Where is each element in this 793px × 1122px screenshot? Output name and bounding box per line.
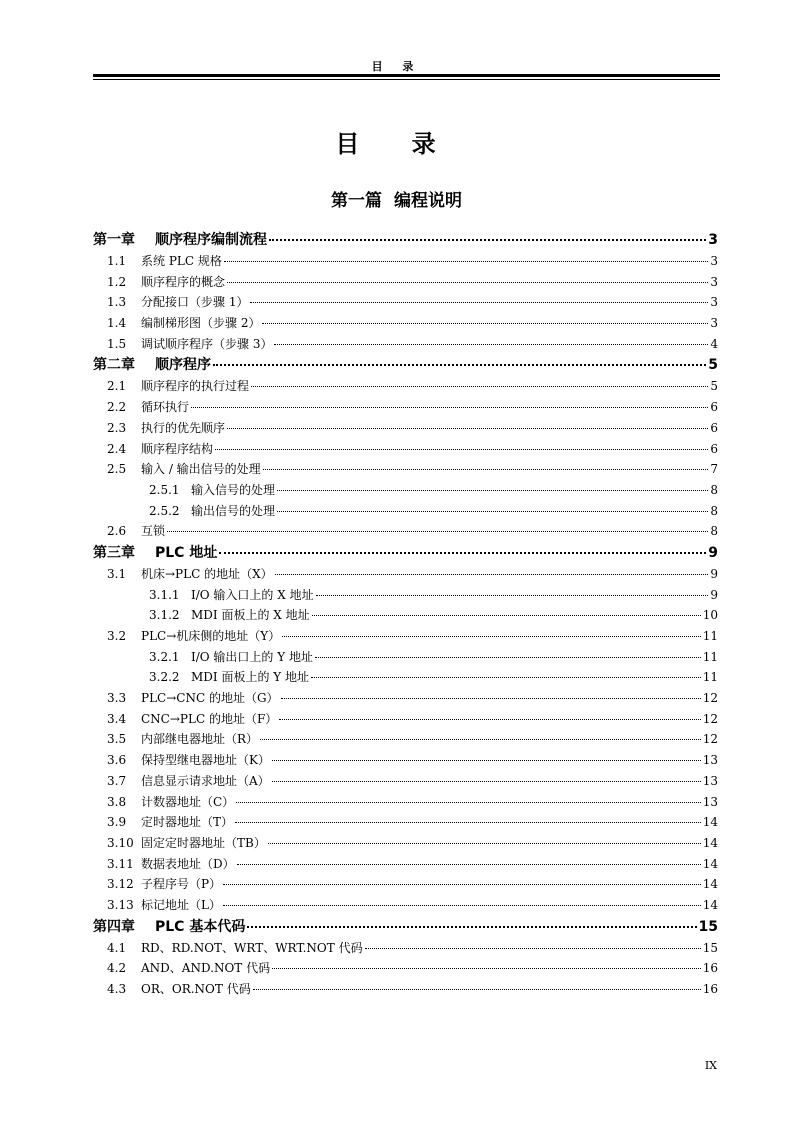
toc-entry-title: 系统 PLC 规格 [141,254,222,268]
toc-entry-number: 2.3 [107,420,127,435]
toc-entry-section[interactable] [93,979,718,1000]
toc-entry-page: 12 [702,732,718,747]
toc-entry-page: 11 [702,649,718,664]
toc-entry-page: 14 [702,897,718,912]
toc-entry-title: 执行的优先顺序 [141,420,226,435]
toc-entry-title: MDI 面板上的 X 地址 [191,608,310,623]
toc-entry-page: 15 [698,918,718,935]
toc-entry-number: 3.9 [107,815,127,830]
dot-leader [251,386,708,387]
toc-entry-subsection[interactable] [93,667,718,688]
toc-entry-page: 3 [710,274,718,289]
toc-entry-subsection[interactable] [93,647,718,668]
toc-entry-number: 2.2 [107,400,127,415]
toc-entry-section[interactable] [93,771,718,792]
dot-leader [279,719,700,720]
toc-entry-page: 3 [708,232,718,248]
toc-entry-number: 2.4 [107,441,127,456]
toc-entry-section[interactable] [93,792,718,813]
dot-leader [281,698,701,699]
toc-entry-title: 调试顺序程序（步骤 3） [141,336,273,351]
toc-entry-number: 3.7 [107,773,127,788]
toc-entry-section[interactable] [93,812,718,833]
toc-entry-number: 2.5 [107,462,127,477]
dot-leader [312,615,701,616]
toc-entry-title: 顺序程序的概念 [141,274,226,289]
toc-entry-title: PLC 基本代码 [155,918,246,935]
toc-entry-subsection[interactable] [93,585,718,606]
toc-entry-title: 顺序程序的执行过程 [141,379,250,394]
toc-entry-section[interactable] [93,272,718,293]
dot-leader [215,449,708,450]
toc-entry-number: 1.1 [107,254,127,268]
dot-leader [223,884,701,885]
toc-entry-title: 循环执行 [141,400,190,415]
dot-leader [219,552,706,554]
toc-entry-number: 4.3 [107,982,127,996]
dot-leader [272,781,701,782]
dot-leader [191,407,708,408]
toc-entry-page: 5 [708,357,718,374]
toc-entry-number: 4.1 [107,940,127,955]
toc-entry-number: 1.5 [107,336,127,351]
toc-entry-title: 互锁 [141,524,166,539]
toc-entry-number: 3.4 [107,711,127,726]
dot-leader [250,302,708,303]
toc-entry-chapter[interactable] [93,354,718,376]
toc-entry-page: 11 [702,670,718,685]
toc-entry-title: 保持型继电器地址（K） [141,753,270,768]
part-title: 第一篇 编程说明 [331,191,462,211]
toc-entry-number: 3.11 [107,856,134,871]
toc-entry-number: 3.3 [107,691,127,706]
toc-entry-section[interactable] [93,895,718,916]
toc-entry-number: 第二章 [93,357,135,374]
toc-entry-page: 6 [710,400,718,415]
toc-entry-page: 14 [702,856,718,871]
toc-entry-page: 9 [708,544,718,561]
dot-leader [275,574,709,575]
toc-entry-title: PLC→机床侧的地址（Y） [141,629,281,643]
toc-entry-subsection[interactable] [93,501,718,522]
toc-entry-title: 编制梯形图（步骤 2） [141,316,261,331]
toc-entry-page: 14 [702,835,718,850]
toc-entry-page: 6 [710,441,718,456]
toc-entry-title: 标记地址（L） [141,897,221,912]
toc-entry-section[interactable] [93,688,718,709]
toc-entry-number: 4.2 [107,961,127,976]
header-rule-thick [93,74,720,77]
toc-entry-section[interactable] [93,292,718,313]
toc-entry-page: 6 [710,420,718,435]
toc-entry-page: 8 [710,482,718,497]
toc-entry-title: 顺序程序编制流程 [155,232,267,248]
dot-leader [272,968,701,969]
toc-entry-page: 9 [710,587,718,602]
toc-entry-title: 定时器地址（T） [141,815,234,830]
toc-entry-section[interactable] [93,626,718,647]
toc-entry-page: 11 [702,629,718,643]
toc-entry-number: 3.2.1 [149,649,180,664]
toc-entry-section[interactable] [93,521,718,542]
toc-entry-section[interactable] [93,750,718,771]
toc-entry-page: 3 [710,316,718,331]
toc-entry-number: 3.2.2 [149,670,180,685]
toc-entry-number: 2.1 [107,379,127,394]
toc-entry-subsection[interactable] [93,480,718,501]
toc-entry-page: 15 [702,940,718,955]
toc-entry-section[interactable] [93,376,718,397]
dot-leader [315,657,701,658]
toc-entry-title: 输入 / 输出信号的处理 [141,462,261,477]
toc-entry-title: 子程序号（P） [141,877,222,892]
toc-entry-section[interactable] [93,251,718,272]
toc-entry-number: 2.5.2 [149,503,180,518]
toc-entry-number: 3.12 [107,877,134,892]
toc-entry-page: 8 [710,503,718,518]
toc-entry-number: 3.1.1 [149,587,180,602]
dot-leader [282,636,701,637]
running-header: 目 录 [371,60,422,73]
toc-entry-page: 12 [702,711,718,726]
dot-leader [365,948,701,949]
toc-entry-title: 输出信号的处理 [191,503,276,518]
toc-entry-title: RD、RD.NOT、WRT、WRT.NOT 代码 [141,940,363,955]
toc-entry-title: OR、OR.NOT 代码 [141,982,251,996]
toc-entry-title: 数据表地址（D） [141,856,235,871]
toc-entry-section[interactable] [93,313,718,334]
page-title: 目 录 [335,130,458,158]
toc-entry-page: 12 [702,691,718,706]
toc-entry-section[interactable] [93,874,718,895]
toc-entry-page: 13 [702,794,718,809]
dot-leader [263,469,709,470]
toc-entry-chapter[interactable] [93,542,718,564]
toc-entry-subsection[interactable] [93,605,718,626]
dot-leader [213,364,706,366]
dot-leader [274,344,708,345]
dot-leader [316,595,709,596]
toc-entry-page: 5 [710,379,718,394]
toc-entry-number: 3.2 [107,629,127,643]
dot-leader [237,864,701,865]
toc-entry-number: 3.6 [107,753,127,768]
dot-leader [224,261,709,262]
toc-entry-section[interactable] [93,459,718,480]
toc-entry-page: 3 [710,254,718,268]
toc-entry-section[interactable] [93,334,718,355]
toc-entry-page: 14 [702,815,718,830]
toc-entry-page: 8 [710,524,718,539]
dot-leader [236,802,701,803]
toc-entry-title: AND、AND.NOT 代码 [141,961,271,976]
toc-entry-title: I/O 输入口上的 X 地址 [191,587,314,602]
toc-entry-number: 第一章 [93,232,135,248]
toc-entry-title: 固定定时器地址（TB） [141,835,266,850]
toc-entry-page: 16 [702,982,718,996]
dot-leader [277,490,708,491]
toc-entry-number: 1.3 [107,295,127,310]
toc-entry-page: 9 [710,566,718,581]
dot-leader [277,511,708,512]
toc-entry-section[interactable] [93,833,718,854]
toc-entry-page: 4 [710,336,718,351]
toc-entry-title: 机床→PLC 的地址（X） [141,566,273,581]
toc-entry-title: 分配接口（步骤 1） [141,295,249,310]
toc-entry-page: 16 [702,961,718,976]
toc-entry-number: 3.1.2 [149,608,180,623]
toc-entry-title: 计数器地址（C） [141,794,235,809]
toc-entry-section[interactable] [93,709,718,730]
dot-leader [272,760,701,761]
dot-leader [269,239,706,241]
page-number: IX [704,1059,717,1072]
dot-leader [311,677,701,678]
toc-entry-title: 内部继电器地址（R） [141,732,259,747]
toc-entry-number: 3.8 [107,794,127,809]
toc-entry-number: 3.10 [107,835,134,850]
toc-entry-number: 2.5.1 [149,482,180,497]
dot-leader [167,531,708,532]
toc-entry-page: 3 [710,295,718,310]
toc-entry-page: 7 [710,462,718,477]
toc-entry-section[interactable] [93,564,718,585]
toc-entry-title: 顺序程序 [155,357,211,374]
toc-entry-title: MDI 面板上的 Y 地址 [191,670,310,685]
toc-entry-title: 顺序程序结构 [141,441,214,456]
dot-leader [247,926,696,928]
toc-entry-page: 13 [702,753,718,768]
table-of-contents [93,229,718,1000]
dot-leader [268,843,701,844]
toc-entry-section[interactable] [93,854,718,875]
toc-entry-title: I/O 输出口上的 Y 地址 [191,649,313,664]
toc-entry-title: 信息显示请求地址（A） [141,773,270,788]
toc-entry-title: PLC 地址 [155,544,218,561]
dot-leader [227,282,708,283]
toc-entry-number: 第三章 [93,544,135,561]
dot-leader [223,905,701,906]
toc-entry-section[interactable] [93,938,718,959]
dot-leader [260,739,701,740]
dot-leader [262,323,708,324]
toc-entry-chapter[interactable] [93,229,718,251]
toc-entry-number: 3.1 [107,566,127,581]
dot-leader [235,822,701,823]
toc-entry-number: 1.2 [107,274,127,289]
dot-leader [253,989,701,990]
toc-entry-number: 3.5 [107,732,127,747]
toc-entry-page: 10 [702,608,718,623]
toc-entry-page: 13 [702,773,718,788]
toc-entry-number: 3.13 [107,897,134,912]
toc-entry-section[interactable] [93,397,718,418]
toc-entry-number: 2.6 [107,524,127,539]
toc-entry-title: CNC→PLC 的地址（F） [141,711,278,726]
toc-entry-title: PLC→CNC 的地址（G） [141,691,279,706]
header-rule-thin [93,79,720,80]
toc-entry-page: 14 [702,877,718,892]
toc-entry-number: 第四章 [93,918,135,935]
dot-leader [227,428,708,429]
toc-entry-number: 1.4 [107,316,127,331]
toc-entry-chapter[interactable] [93,916,718,938]
toc-entry-section[interactable] [93,958,718,979]
toc-entry-section[interactable] [93,729,718,750]
toc-entry-section[interactable] [93,418,718,439]
toc-entry-section[interactable] [93,439,718,460]
toc-entry-title: 输入信号的处理 [191,482,276,497]
